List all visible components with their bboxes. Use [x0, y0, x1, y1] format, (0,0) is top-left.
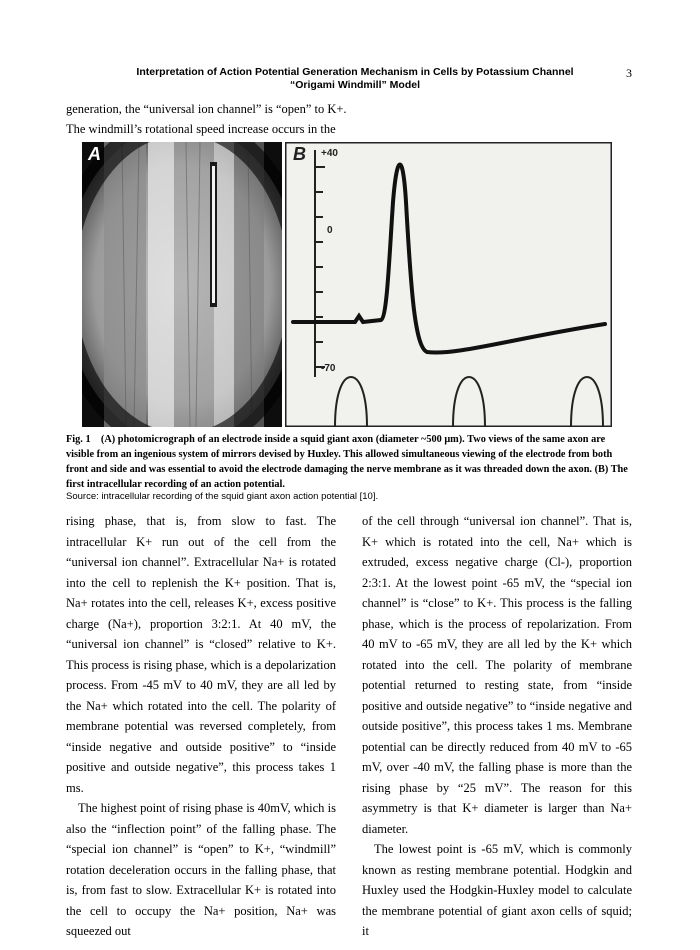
right-paragraph-1: of the cell through “universal ion channel”. That is, K+ which is rotated into the cell, Na+ which is extruded, excess negative charge (Cl-), proportion 2:3:1. At the lowest point -65 mV, the “special ion channel” is “close” to K+. This process is the falling phase, which is the process of repolarization. From 40 mV to -65 mV, they are all led by the K+ which rotated into the cell. The polarity of membrane potential returned to resting state, from “inside positive and outside negative” to “inside negative and outside positive”, this process takes 1 ms. Membrane potential can be directly reduced from 40 mV to -65 mV, over -40 mV, the falling phase is more than the rising phase by “25 mV”. The reason for this asymmetry is that K+ diameter is larger than Na+ diameter.: [362, 514, 632, 836]
figure-source: Source: intracellular recording of the squid giant axon action potential [10].: [66, 491, 379, 502]
action-potential-recording-panel: [285, 142, 612, 427]
caption-text: (A) photomicrograph of an electrode inside a squid giant axon (diameter ~500 μm). Two views of the same axon are visible from an ingenious system of mirrors devised by Huxley. This allowed simultaneous viewing of the electrode from both front and side and was essential to avoid the electrode damaging the nerve membrane as it was threaded down the axon. (B) The first intracellular recording of an action potential.: [66, 434, 628, 490]
axis-label-zero: 0: [327, 225, 333, 236]
right-paragraph-2: The lowest point is -65 mV, which is commonly known as resting membrane potential. Hodgkin and Huxley used the Hodgkin-Huxley model to calculate the membrane potential of giant axon cells of squid; it: [362, 842, 632, 938]
left-column: [66, 511, 336, 942]
axis-label-top: +40: [321, 148, 338, 159]
intro-line-2: The windmill’s rotational speed increase occurs in the: [66, 122, 336, 136]
header-line-2: “Origami Windmill” Model: [290, 79, 420, 91]
figure-1: [82, 142, 612, 427]
action-potential-trace: [285, 142, 612, 427]
figure-caption: [66, 432, 634, 492]
panel-a-label: A: [88, 144, 101, 164]
axis-label-bottom: -70: [321, 363, 336, 374]
left-paragraph-1: rising phase, that is, from slow to fast. The intracellular K+ run out of the cell from the “universal ion channel”. Extracellular Na+ is rotated into the cell to replenish the K+ position. That is, Na+ rotates into the cell, releases K+, excess positive charge (Na+), proportion 3:2:1. At 40 mV, the “universal ion channel” is “closed” relative to K+. This process is rising phase, which is a depolarization process. From -45 mV to 40 mV, they are all led by the Na+ which rotated into the cell. The polarity of membrane potential was reversed completely, from “inside negative and outside positive” to “inside positive and outside negative”, this process takes 1 ms.: [66, 514, 336, 795]
running-header: [110, 66, 600, 92]
intro-text: [66, 99, 366, 139]
photomicrograph-panel: [82, 142, 282, 427]
panel-b-label: B: [293, 144, 306, 164]
axon-photomicrograph: [82, 142, 282, 427]
left-paragraph-2: The highest point of rising phase is 40mV, which is also the “inflection point” of the falling phase. The “special ion channel” is “open” to K+, “windmill” rotation deceleration occurs in the falling phase, that is, from fast to slow. Extracellular K+ is rotated into the cell to occupy the Na+ position, Na+ was squeezed out: [66, 801, 336, 938]
intro-line-1: generation, the “universal ion channel” is “open” to K+.: [66, 102, 347, 116]
header-line-1: Interpretation of Action Potential Generation Mechanism in Cells by Potassium Channel: [136, 66, 574, 78]
caption-label: Fig. 1: [66, 434, 91, 445]
page-number: 3: [626, 66, 632, 80]
right-column: [362, 511, 632, 942]
